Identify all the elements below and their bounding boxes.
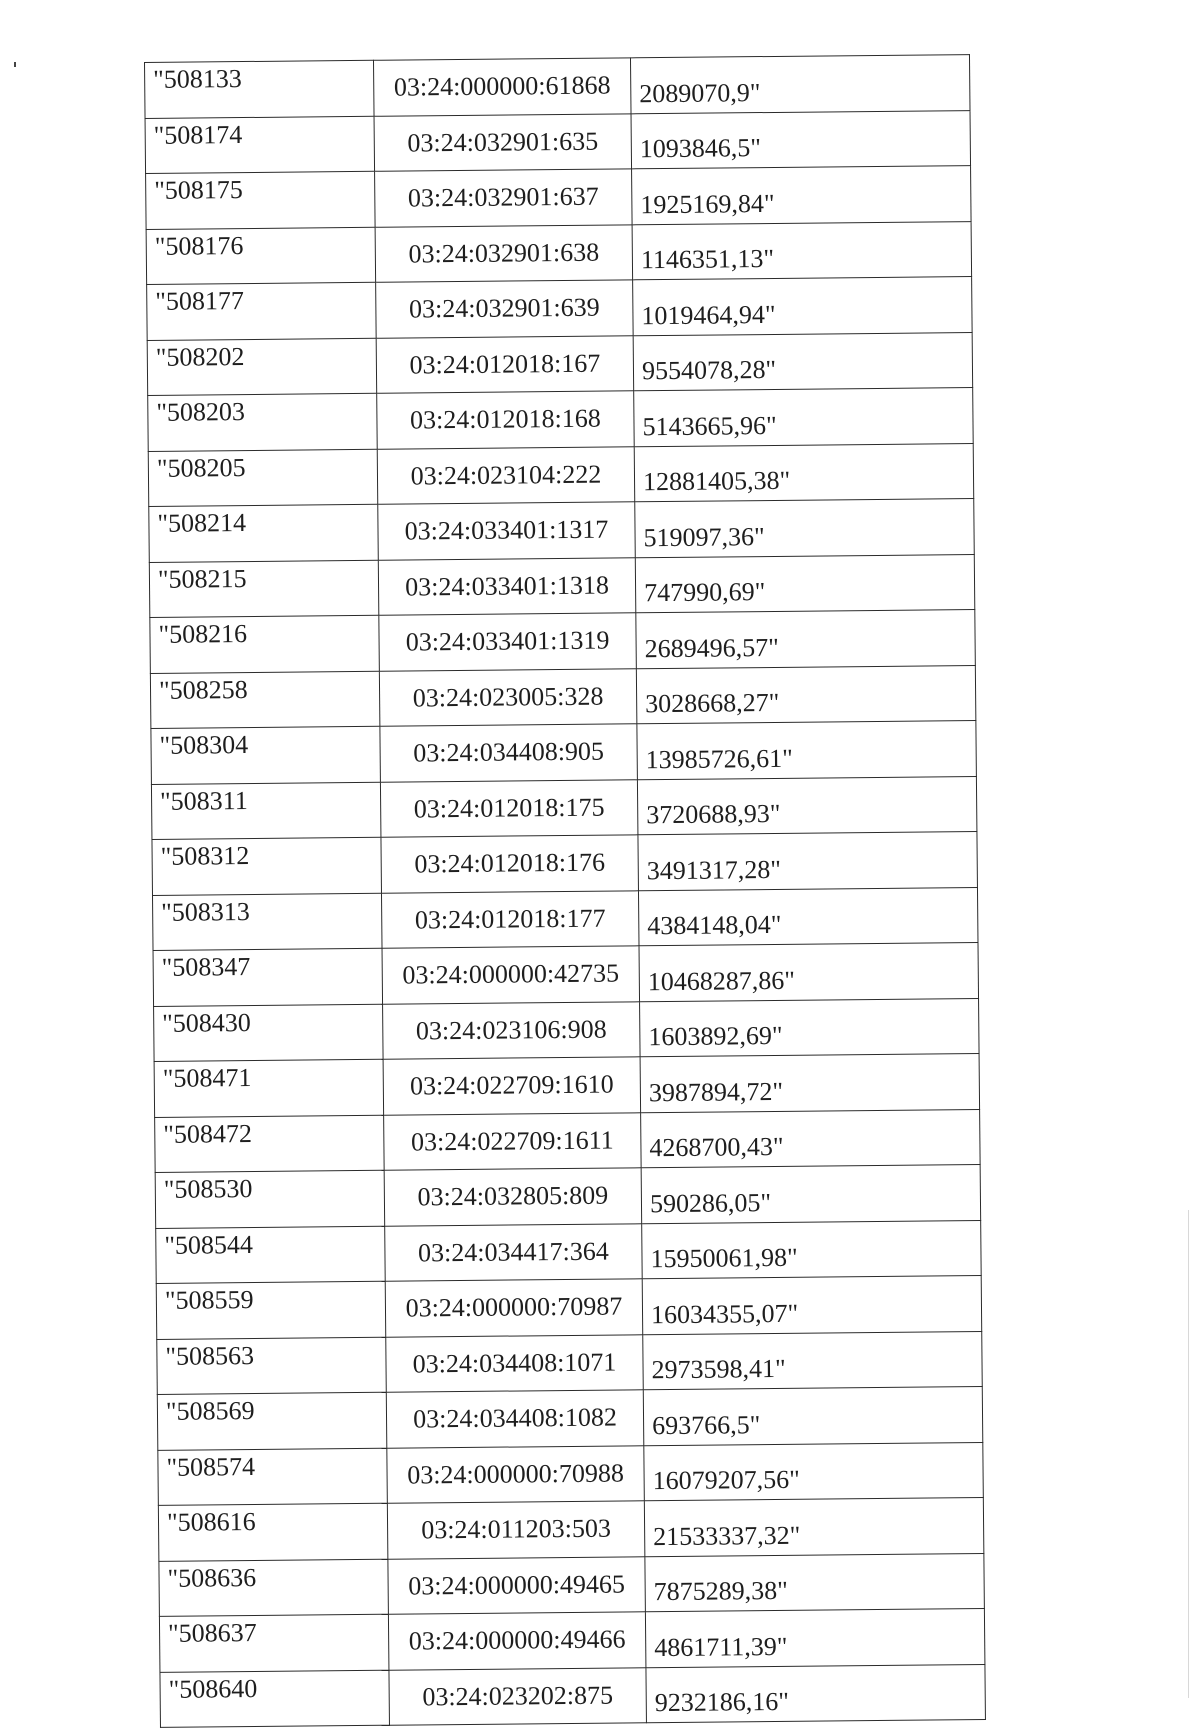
object-code-cell: "508640 (160, 1670, 390, 1728)
cadastral-value-cell: 16079207,56" (644, 1442, 984, 1501)
scan-speck (14, 62, 16, 67)
cadastral-number-cell: 03:24:000000:49465 (388, 1556, 646, 1614)
object-code-cell: "508312 (152, 837, 382, 895)
table-row (150, 665, 975, 728)
cadastral-number-cell: 03:24:033401:1318 (378, 557, 636, 615)
table-row (146, 166, 971, 229)
cadastral-number-cell: 03:24:012018:167 (376, 335, 634, 393)
table-row (148, 443, 973, 506)
cadastral-number-cell: 03:24:033401:1319 (379, 613, 637, 671)
table-row (145, 55, 970, 118)
cadastral-value-cell: 3987894,72" (640, 1054, 980, 1113)
cadastral-value-cell: 2973598,41" (643, 1331, 983, 1390)
scan-edge-line (1188, 1210, 1189, 1698)
table-row (156, 1220, 981, 1283)
cadastral-number-cell: 03:24:034408:1082 (386, 1390, 644, 1448)
cadastral-number-cell: 03:24:012018:168 (377, 391, 635, 449)
cadastral-number-cell: 03:24:000000:42735 (382, 946, 640, 1004)
object-code-cell: "508574 (158, 1448, 388, 1506)
cadastral-number-cell: 03:24:032901:638 (375, 224, 633, 282)
table-row (151, 776, 976, 839)
cadastral-number-cell: 03:24:023104:222 (377, 446, 635, 504)
cadastral-value-cell: 1146351,13" (632, 221, 972, 280)
cadastral-number-cell: 03:24:023005:328 (379, 668, 637, 726)
table-row (153, 943, 978, 1006)
cadastral-number-cell: 03:24:000000:61868 (373, 58, 631, 116)
cadastral-value-cell: 13985726,61" (637, 721, 977, 780)
cadastral-number-cell: 03:24:023202:875 (389, 1667, 647, 1725)
cadastral-number-cell: 03:24:032901:639 (376, 280, 634, 338)
table-row (148, 388, 973, 451)
object-code-cell: "508175 (146, 171, 376, 229)
cadastral-value-cell: 5143665,96" (634, 388, 974, 447)
object-code-cell: "508347 (153, 948, 383, 1006)
object-code-cell: "508559 (156, 1281, 386, 1339)
object-code-cell: "508430 (154, 1004, 384, 1062)
object-code-cell: "508205 (148, 449, 378, 507)
table-row (157, 1387, 982, 1450)
cadastral-value-cell: 3720688,93" (637, 776, 977, 835)
cadastral-value-cell: 9232186,16" (646, 1664, 986, 1723)
table-row (159, 1609, 984, 1672)
object-code-cell: "508176 (146, 227, 376, 285)
table-body (145, 55, 986, 1728)
object-code-cell: "508616 (158, 1503, 388, 1561)
cadastral-value-cell: 16034355,07" (642, 1276, 982, 1335)
cadastral-value-cell: 15950061,98" (642, 1220, 982, 1279)
object-code-cell: "508472 (155, 1115, 385, 1173)
table-row (160, 1664, 985, 1727)
object-code-cell: "508313 (152, 893, 382, 951)
table-row (158, 1498, 983, 1561)
table-row (154, 998, 979, 1061)
cadastral-number-cell: 03:24:034417:364 (385, 1223, 643, 1281)
table-row (149, 554, 974, 617)
cadastral-value-cell: 12881405,38" (634, 443, 974, 502)
cadastral-number-cell: 03:24:022709:1610 (383, 1057, 641, 1115)
object-code-cell: "508258 (150, 671, 380, 729)
cadastral-value-cell: 3491317,28" (638, 832, 978, 891)
object-code-cell: "508544 (156, 1226, 386, 1284)
cadastral-number-cell: 03:24:000000:70988 (387, 1445, 645, 1503)
cadastral-value-cell: 21533337,32" (644, 1498, 984, 1557)
cadastral-value-cell: 1925169,84" (632, 166, 972, 225)
cadastral-value-cell: 2689496,57" (636, 610, 976, 669)
object-code-cell: "508133 (145, 60, 375, 118)
object-code-cell: "508216 (150, 615, 380, 673)
table-row (152, 832, 977, 895)
cadastral-number-cell: 03:24:011203:503 (387, 1501, 645, 1559)
cadastral-value-cell: 1603892,69" (640, 998, 980, 1057)
table-row (146, 221, 971, 284)
table-row (145, 110, 970, 173)
table-row (155, 1165, 980, 1228)
table-row (151, 721, 976, 784)
cadastral-value-cell: 7875289,38" (645, 1553, 985, 1612)
cadastral-value-cell: 9554078,28" (633, 332, 973, 391)
cadastral-number-cell: 03:24:023106:908 (383, 1001, 641, 1059)
object-code-cell: "508203 (148, 393, 378, 451)
cadastral-value-cell: 747990,69" (635, 554, 975, 613)
cadastral-number-cell: 03:24:012018:177 (381, 890, 639, 948)
cadastral-value-cell: 519097,36" (635, 499, 975, 558)
cadastral-value-cell: 4268700,43" (641, 1109, 981, 1168)
cadastral-number-cell: 03:24:022709:1611 (384, 1112, 642, 1170)
cadastral-number-cell: 03:24:034408:1071 (386, 1334, 644, 1392)
cadastral-value-cell: 4861711,39" (645, 1609, 985, 1668)
cadastral-value-cell: 1093846,5" (631, 110, 971, 169)
cadastral-number-cell: 03:24:000000:70987 (385, 1279, 643, 1337)
table-row (155, 1109, 980, 1172)
cadastral-value-cell: 2089070,9" (630, 55, 970, 114)
object-code-cell: "508530 (155, 1170, 385, 1228)
object-code-cell: "508569 (157, 1392, 387, 1450)
object-code-cell: "508637 (159, 1614, 389, 1672)
cadastral-number-cell: 03:24:032901:635 (374, 113, 632, 171)
object-code-cell: "508311 (151, 782, 381, 840)
cadastral-number-cell: 03:24:034408:905 (380, 724, 638, 782)
cadastral-value-table (144, 54, 986, 1728)
object-code-cell: "508214 (149, 504, 379, 562)
table-row (158, 1442, 983, 1505)
table-row (147, 277, 972, 340)
cadastral-number-cell: 03:24:000000:49466 (388, 1612, 646, 1670)
table-row (152, 887, 977, 950)
table-row (157, 1331, 982, 1394)
table-row (156, 1276, 981, 1339)
cadastral-number-cell: 03:24:032901:637 (375, 169, 633, 227)
object-code-cell: "508202 (147, 338, 377, 396)
object-code-cell: "508471 (154, 1059, 384, 1117)
object-code-cell: "508304 (151, 726, 381, 784)
cadastral-number-cell: 03:24:012018:175 (380, 779, 638, 837)
table-row (149, 499, 974, 562)
cadastral-number-cell: 03:24:033401:1317 (378, 502, 636, 560)
object-code-cell: "508177 (147, 282, 377, 340)
object-code-cell: "508174 (145, 116, 375, 174)
table-row (154, 1054, 979, 1117)
cadastral-number-cell: 03:24:032805:809 (384, 1168, 642, 1226)
cadastral-value-cell: 10468287,86" (639, 943, 979, 1002)
object-code-cell: "508636 (159, 1559, 389, 1617)
cadastral-value-cell: 590286,05" (641, 1165, 981, 1224)
cadastral-value-cell: 4384148,04" (638, 887, 978, 946)
cadastral-number-cell: 03:24:012018:176 (381, 835, 639, 893)
table-row (147, 332, 972, 395)
table-row (159, 1553, 984, 1616)
cadastral-value-cell: 3028668,27" (636, 665, 976, 724)
cadastral-value-cell: 693766,5" (643, 1387, 983, 1446)
table-row (150, 610, 975, 673)
cadastral-value-cell: 1019464,94" (633, 277, 973, 336)
object-code-cell: "508215 (149, 560, 379, 618)
object-code-cell: "508563 (157, 1337, 387, 1395)
